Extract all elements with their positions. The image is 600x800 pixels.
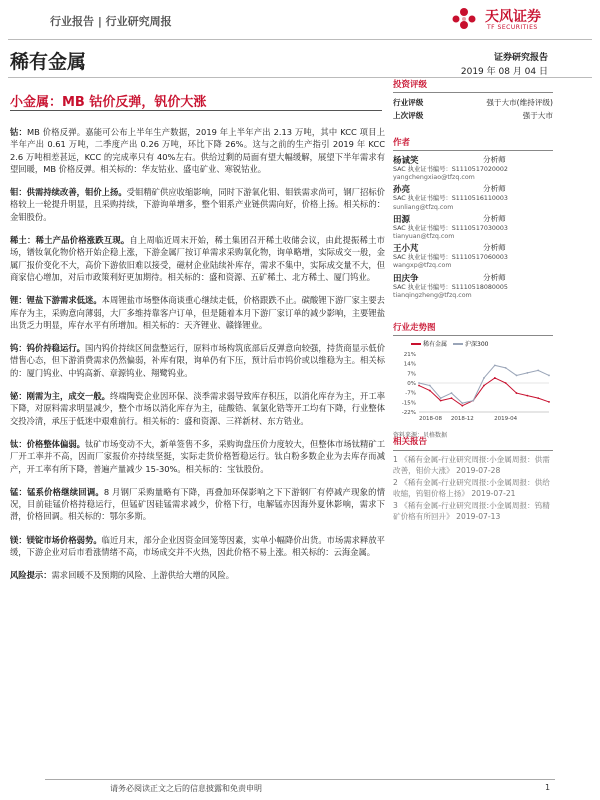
y-tick-label: 7% <box>407 371 416 378</box>
y-tick-label: 21% <box>403 352 416 358</box>
analyst-name: 田源 <box>393 214 411 225</box>
report-title: 小金属：MB 钴价反弹，钒价大涨 <box>10 95 207 110</box>
header-divider <box>8 39 592 40</box>
chart-heading: 行业走势图 <box>393 321 553 336</box>
series-point <box>526 372 528 374</box>
analyst-name: 杨诚笑 <box>393 156 419 166</box>
body-paragraph <box>10 534 385 559</box>
analyst-role: 分析师 <box>483 213 506 223</box>
footer-divider <box>45 779 555 780</box>
body-paragraph <box>10 438 385 475</box>
analyst-email: sunliang@tfzq.com <box>393 203 454 211</box>
paragraph-lead: 锂：锂盐下游需求低迷。 <box>10 295 102 306</box>
sector-title: 稀有金属 <box>10 51 87 73</box>
y-tick-label: -7% <box>405 390 416 397</box>
y-tick-label: 0% <box>407 381 416 387</box>
analyst-email: yangchengxiao@tfzq.com <box>393 174 475 182</box>
rating-row <box>393 109 553 122</box>
legend-item <box>411 339 447 348</box>
body-paragraph <box>10 234 385 283</box>
related-list <box>393 454 553 522</box>
y-tick-label: 14% <box>403 361 416 368</box>
paragraph-lead: 稀土：稀土产品价格涨跌互现。 <box>10 235 130 246</box>
analyst-name: 王小芃 <box>393 244 419 255</box>
series-point <box>418 385 420 387</box>
series-point <box>440 400 442 402</box>
paragraph-text: 临近月末，部分企业因资金回笼等因素，实单小幅降价出货。市场需求释放平缓，下游企业对后市看涨情绪不高，市场成交并不火热，因此价格不易上涨。相关标的：云海金属。 <box>10 534 385 558</box>
analyst-block <box>393 183 553 211</box>
analyst-cert: SAC 执业证书编号：S1110516110003 <box>393 195 508 203</box>
series-point <box>429 385 431 387</box>
body-paragraph <box>10 390 385 427</box>
series-point <box>461 402 463 404</box>
paragraph-lead: 钼：供需持续改善，钼价上扬。 <box>10 187 127 198</box>
related-report-item: 3 《稀有金属-行业研究周报:小金属周报：钨精矿价格有所回升》 2019-07-13 <box>393 501 550 521</box>
body-paragraph <box>10 186 385 223</box>
series-point <box>505 382 507 384</box>
series-point <box>537 397 539 399</box>
rating-value: 强于大市(维持评级) <box>486 98 553 107</box>
series-point <box>516 375 518 377</box>
sidebar <box>393 78 553 300</box>
analyst-cert: SAC 执业证书编号：S1110517060003 <box>393 254 508 262</box>
company-logo <box>447 4 557 34</box>
legend-label: 沪深300 <box>465 341 489 348</box>
rating-table <box>393 96 553 122</box>
page-number: 1 <box>545 783 551 792</box>
analyst-row <box>393 272 553 284</box>
authors-list <box>393 154 553 300</box>
industry-chart <box>393 321 553 439</box>
logo-subtitle: TF SECURITIES <box>487 24 538 31</box>
analyst-row <box>393 213 553 225</box>
x-tick-label: 2019-04 <box>494 416 518 422</box>
paragraph-text: 8 月钢厂采购量略有下降，再叠加环保影响之下下游钢厂有停减产现象的情况，目前硅锰价格持稳运行，但锰矿因硅锰需求减少，价格下行，电解锰亦因海外夏休影响，需求下滑，价格回调。相关标的：鄂尔多斯。 <box>10 486 385 522</box>
analyst-row <box>393 242 553 254</box>
analyst-role: 分析师 <box>483 184 506 194</box>
series-point <box>526 395 528 397</box>
related-reports <box>393 437 553 523</box>
paragraph-lead: 钛：价格整体偏弱。 <box>10 438 86 449</box>
paragraph-text: 国内钨价持续区间盘整运行，原料市场构筑底部后反弹意向较强，持货商显示低价惜售心态，但下游消费需求仍然偏弱，补库有限，询单仍有下压，预计后市钨价或以维稳为主。相关标的：厦门钨业、中钨高新、章源钨业、翔鹭钨业。 <box>10 343 385 378</box>
paragraph-text: 需求回暖不及预期的风险、上游供给大增的风险。 <box>51 570 235 581</box>
related-report-item: 2 《稀有金属-行业研究周报:小金属周报：供给收缩，钨钼价格上扬》 2019-07-21 <box>393 478 550 498</box>
rating-label: 行业评级 <box>393 98 424 107</box>
series-point <box>472 400 474 402</box>
analyst-email: wangxp@tfzq.com <box>393 262 452 270</box>
legend-label: 稀有金属 <box>423 341 448 348</box>
chart-plot <box>393 348 553 424</box>
paragraph-lead: 风险提示： <box>10 570 52 581</box>
x-tick-label: 2018-08 <box>419 416 442 422</box>
series-point <box>418 382 420 384</box>
analyst-block <box>393 272 553 300</box>
body-paragraph <box>10 126 385 175</box>
rating-row <box>393 96 553 109</box>
analyst-block <box>393 213 553 241</box>
related-report-item: 1 《稀有金属-行业研究周报:小金属周报：供需改善，钼价大涨》 2019-07-28 <box>393 455 550 475</box>
series-point <box>494 377 496 379</box>
series-point <box>483 385 485 387</box>
analyst-email: tianqingzheng@tfzq.com <box>393 291 472 299</box>
footer-notice: 请务必阅读正文之后的信息披露和免责申明 <box>110 784 262 793</box>
paragraph-text: 受钼精矿供应收缩影响，同时下游氧化钼、钼铁需求尚可，钢厂招标价格较上一轮提升明显，且采购持续，下游询单增多，整个钼系产业链供需向好，价格上扬。相关标的：金钼股份。 <box>10 187 385 222</box>
analyst-name: 田庆争 <box>393 273 419 284</box>
body-paragraph <box>10 486 385 523</box>
logo-name: 天风证券 <box>485 9 541 25</box>
rating-value: 强于大市 <box>522 111 553 120</box>
body-paragraph <box>10 569 385 581</box>
paragraph-text: MB 价格反弹。嘉能可公布上半年生产数据，2019 年上半年产出 2.13 万吨，其中 KCC 项目上半年产出 0.61 万吨，二季度产出 0.26 万吨，环比下降 26%。这与之前的生产指引 2019 年 KCC 2.6 万吨相差甚远，KCC 的完成率只有 40%左右。供给过剩的局面有望大幅缓解，展望下半年需求有望回暖，MB 价格反弹。相关标的：华友钴业、盛屯矿业、寒锐钴业。 <box>10 127 385 174</box>
analyst-role: 分析师 <box>483 243 506 253</box>
series-point <box>451 397 453 399</box>
paragraph-lead: 钴： <box>10 127 28 137</box>
related-heading: 相关报告 <box>393 437 553 451</box>
paragraph-text: 钛矿市场变动不大，新单签售不多，采购询盘压价力度较大，但整体市场钛精矿工厂开工率并不高，因而厂家报价亦持续坚挺，实际走货价格暂稳运行。钛白粉多数企业为去库存而减产，开工率有所下降，普遍产量减少 15-30%。相关标的：宝钛股份。 <box>10 438 385 474</box>
page-header <box>0 0 600 40</box>
analyst-cert: SAC 执业证书编号：S1110518080005 <box>393 283 508 291</box>
analyst-cert: SAC 执业证书编号：S1110517030003 <box>393 224 508 232</box>
series-point <box>548 401 550 403</box>
body-paragraph <box>10 342 385 379</box>
series-line <box>419 378 549 406</box>
analyst-role: 分析师 <box>483 272 506 282</box>
report-category: 行业报告 | 行业研究周报 <box>50 15 172 28</box>
paragraph-text: 自上周临近周末开始，稀土集团召开稀土收储会议，由此提振稀土市场，镨钕氧化物价格开始企稳上涨，下游金属厂按订单需求采购氧化物，询单略增，实际成交一般，金属厂报价变化不大，高价下游依旧难以接受，磁材企业陆续补库存，需求不集中，实际成交量不大，但商家信心增加，对后市政策利好更加期待。相关标的：盛和资源、五矿稀土、北方稀土、厦门钨业。 <box>10 235 385 282</box>
rating-label: 上次评级 <box>393 111 424 120</box>
paragraph-lead: 镁：镁锭市场价格弱势。 <box>10 534 102 545</box>
body-paragraph <box>10 294 385 331</box>
logo-mark-icon <box>447 4 481 34</box>
series-point <box>548 375 550 377</box>
report-body <box>10 126 385 593</box>
paragraph-text: 本周锂盐市场整体商谈重心继续走低，价格跟跌不止。碳酸锂下游厂家主要去库存为主，采购意向薄弱，大厂多维持靠客户订单，但是随着本月下游厂家订单的减少影响，主要锂盐出货乏力明显，库存水平有所增加。相关标的：天齐锂业、赣锋锂业。 <box>10 295 385 330</box>
analyst-row <box>393 154 553 166</box>
x-tick-label: 2018-12 <box>450 416 474 422</box>
series-line <box>419 365 549 403</box>
analyst-block <box>393 154 553 182</box>
series-point <box>429 390 431 392</box>
authors-heading: 作者 <box>393 136 553 151</box>
series-point <box>494 364 496 366</box>
y-tick-label: -15% <box>401 400 416 407</box>
series-point <box>461 405 463 407</box>
title-divider <box>10 110 382 111</box>
series-point <box>440 397 442 399</box>
chart-source: 资料来源：贝格数据 <box>393 432 448 439</box>
paragraph-lead: 铋：刚需为主，成交一般。 <box>10 391 111 402</box>
series-point <box>483 377 485 379</box>
legend-swatch <box>411 343 421 345</box>
series-point <box>505 367 507 369</box>
analyst-email: tianyuan@tfzq.com <box>393 233 455 241</box>
analyst-row <box>393 183 553 195</box>
series-point <box>451 392 453 394</box>
paragraph-lead: 钨：钨价持稳运行。 <box>10 343 86 354</box>
analyst-name: 孙亮 <box>393 185 411 196</box>
y-tick-label: -22% <box>401 410 416 416</box>
legend-item <box>453 339 488 348</box>
report-date: 2019 年 08 月 04 日 <box>460 67 548 77</box>
chart-legend <box>393 339 553 348</box>
series-point <box>537 369 539 371</box>
analyst-block <box>393 242 553 270</box>
paragraph-text: 终端陶瓷企业因环保、淡季需求弱导致库存积压，以消化库存为主，开工率下降，对原料需求明显减少，整个市场以消化库存为主，硅酸锆、氧氯化锆等开工均有下降，行业整体交投冷清，承压于低迷中艰难前行。相关标的：盛和资源、三祥新材、东方锆业。 <box>10 391 385 426</box>
analyst-cert: SAC 执业证书编号：S1110517020002 <box>393 166 508 173</box>
report-type: 证券研究报告 <box>493 53 548 63</box>
analyst-role: 分析师 <box>483 155 506 164</box>
paragraph-lead: 锰：锰系价格继续回调。 <box>10 486 104 497</box>
legend-swatch <box>453 343 463 345</box>
series-point <box>516 392 518 394</box>
rating-heading: 投资评级 <box>393 78 553 93</box>
